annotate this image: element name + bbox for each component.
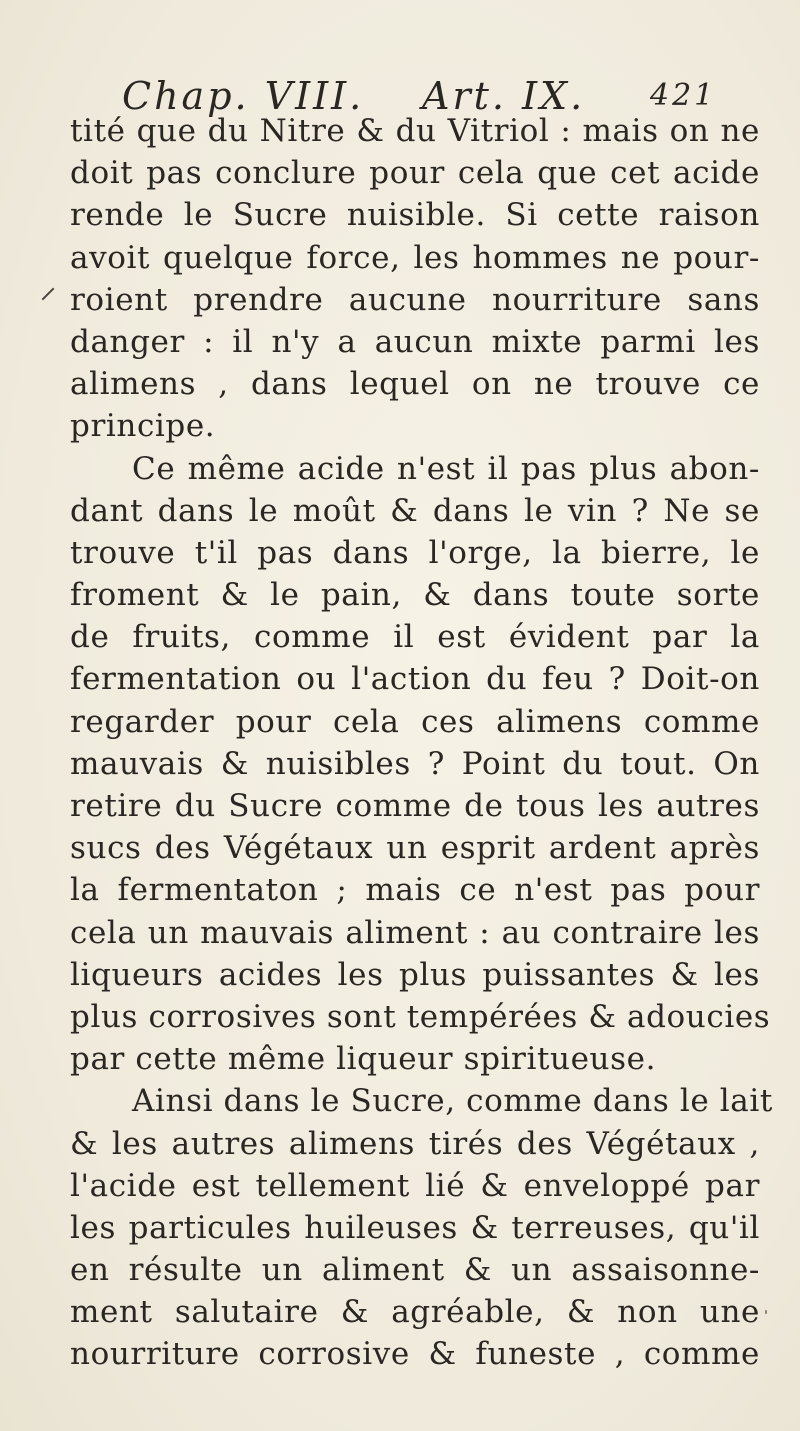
text-line: & les autres alimens tirés des Végétaux , (70, 1125, 760, 1162)
text-line: principe. (70, 408, 216, 445)
text-line: cela un mauvais aliment : au contraire les (70, 914, 760, 951)
text-line: dant dans le moût & dans le vin ? Ne se (70, 492, 760, 529)
text-line: doit pas conclure pour cela que cet acide (70, 155, 760, 192)
text-line: par cette même liqueur spiritueuse. (70, 1041, 657, 1078)
text-line: les particules huileuses & terreuses, qu'il (70, 1209, 760, 1246)
text-line: froment & le pain, & dans toute sorte (70, 577, 760, 614)
text-line: l'acide est tellement lié & enveloppé par (70, 1167, 760, 1204)
text-line: roient prendre aucune nourriture sans (70, 281, 760, 318)
article-heading: Art. IX. (422, 74, 586, 118)
text-line: tité que du Nitre & du Vitriol : mais on ne (70, 113, 760, 149)
text-line: de fruits, comme il est évident par la (70, 619, 760, 656)
text-line: en résulte un aliment & un assaisonne- (70, 1252, 760, 1289)
text-line: nourriture corrosive & funeste , comme (70, 1336, 760, 1373)
text-block (70, 110, 773, 1376)
text-line: liqueurs acides les plus puissantes & les (70, 956, 760, 993)
text-line: avoit quelque force, les hommes ne pour- (70, 239, 760, 276)
text-line: trouve t'il pas dans l'orge, la bierre, le (70, 534, 760, 571)
text-line: rende le Sucre nuisible. Si cette raison (70, 197, 760, 234)
text-line: alimens , dans lequel on ne trouve ce (70, 366, 760, 403)
page-number: 421 (650, 78, 717, 113)
text-line: retire du Sucre comme de tous les autres (70, 788, 760, 824)
text-line: danger : il n'y a aucun mixte parmi les (70, 323, 760, 360)
text-line: Ce même acide n'est il pas plus abon- (132, 450, 760, 487)
margin-mark (42, 288, 55, 301)
chapter-heading: Chap. VIII. (122, 74, 365, 118)
text-line: sucs des Végétaux un esprit ardent après (70, 830, 760, 867)
text-line: mauvais & nuisibles ? Point du tout. On (70, 745, 760, 782)
text-line: ment salutaire & agréable, & non une (70, 1294, 760, 1331)
text-line: regarder pour cela ces alimens comme (70, 703, 760, 740)
paper-speck (765, 1310, 767, 1314)
text-line: la fermentaton ; mais ce n'est pas pour (70, 872, 760, 909)
text-line: plus corrosives sont tempérées & adoucies (70, 998, 771, 1035)
text-line: fermentation ou l'action du feu ? Doit-on (70, 661, 760, 698)
text-line: Ainsi dans le Sucre, comme dans le lait (132, 1083, 773, 1120)
